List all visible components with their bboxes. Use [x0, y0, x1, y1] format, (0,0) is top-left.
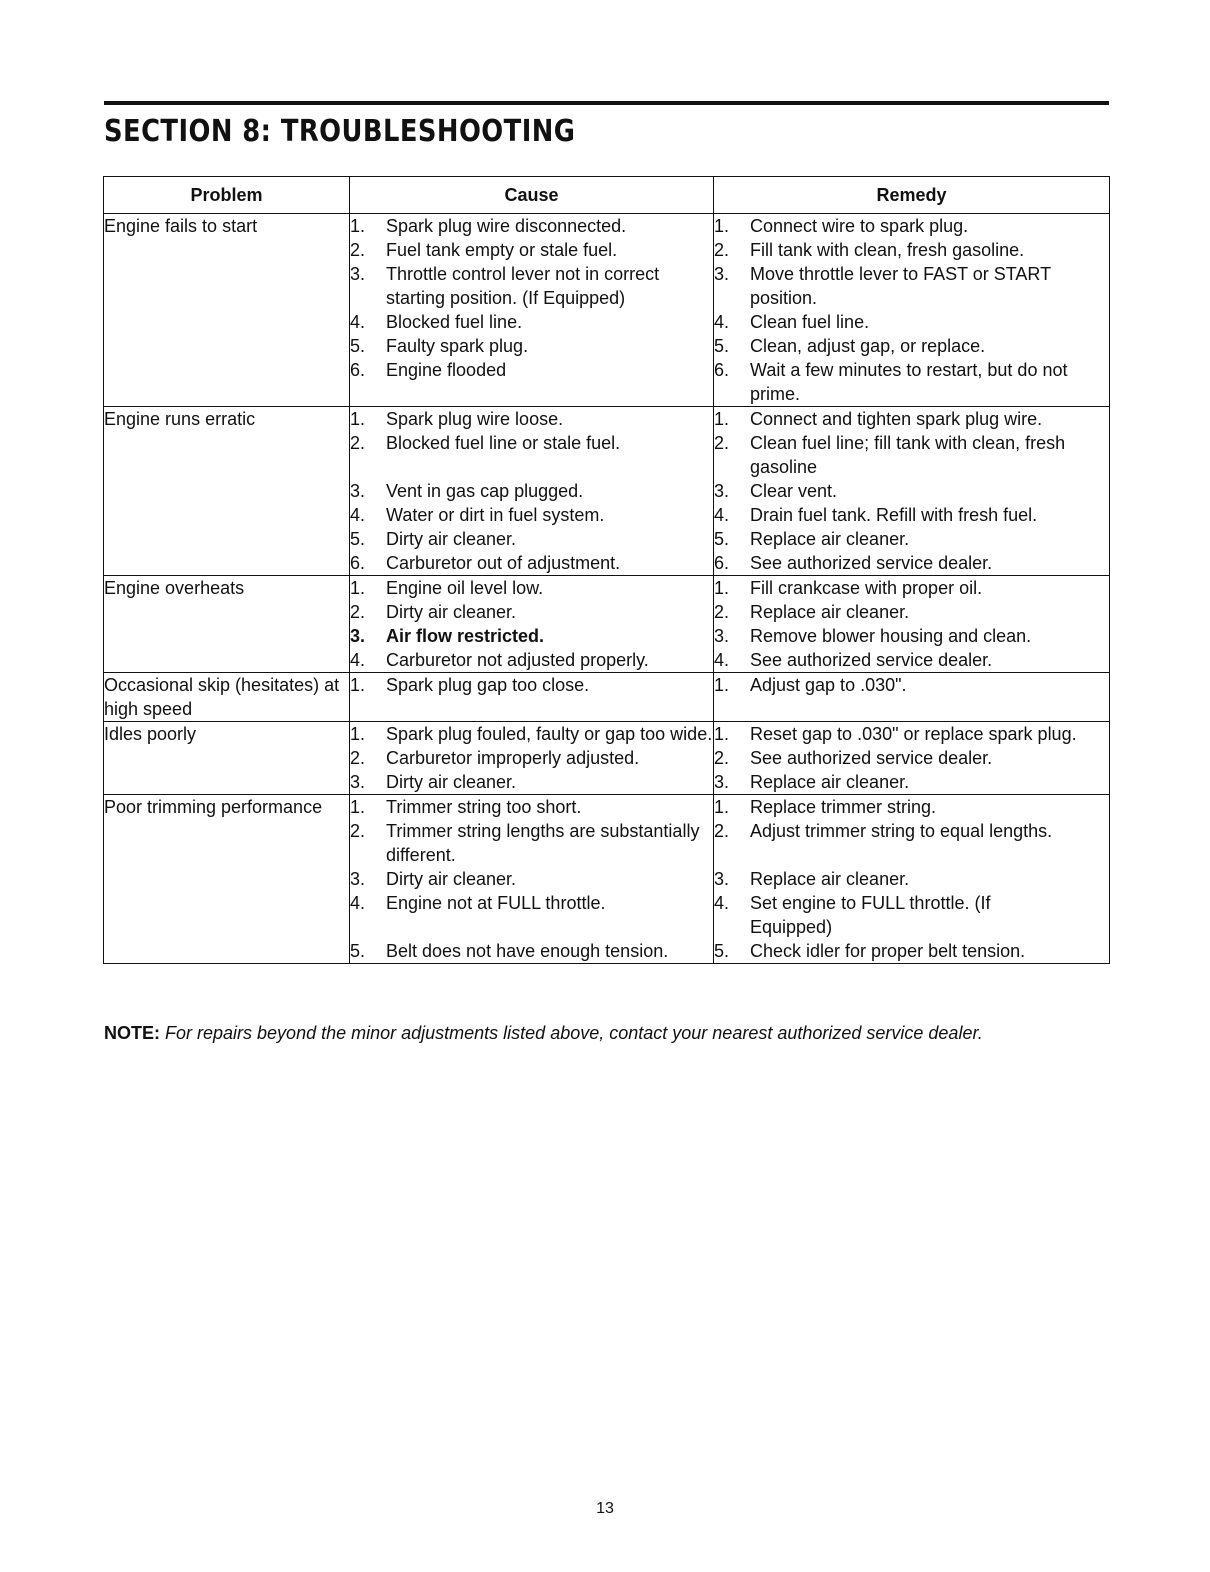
- list-item: 4. Drain fuel tank. Refill with fresh fuel.: [714, 505, 1038, 525]
- list-item: 3. Vent in gas cap plugged.: [350, 481, 584, 501]
- list-item: 1. Spark plug fouled, faulty or gap too wide.: [350, 724, 713, 744]
- table-row: [104, 795, 1110, 964]
- problem-cell: Occasional skip (hesitates) at high speed: [104, 673, 350, 722]
- list-item: 3. Remove blower housing and clean.: [714, 626, 1032, 646]
- list-item: 5. Faulty spark plug.: [350, 336, 529, 356]
- list-item: 2. Fill tank with clean, fresh gasoline.: [714, 240, 1025, 260]
- list-item: 1. Spark plug wire disconnected.: [350, 216, 627, 236]
- list-item: 2. Replace air cleaner.: [714, 602, 910, 622]
- list-item: 3. Throttle control lever not in correct starting position. (If Equipped): [350, 264, 660, 308]
- table-row: [104, 407, 1110, 576]
- table-row: [104, 576, 1110, 673]
- cause-cell: [350, 214, 714, 407]
- list-item: 5. Clean, adjust gap, or replace.: [714, 336, 986, 356]
- troubleshooting-table: [103, 176, 1110, 964]
- list-item: 5. Belt does not have enough tension.: [350, 941, 669, 961]
- remedy-cell: [714, 722, 1110, 795]
- list-item: 1. Connect and tighten spark plug wire.: [714, 409, 1043, 429]
- list-item: 1. Replace trimmer string.: [714, 797, 937, 817]
- list-item: 3. Air flow restricted.: [350, 626, 545, 646]
- remedy-cell: [714, 795, 1110, 964]
- cause-cell: [350, 673, 714, 722]
- page-number: 13: [596, 1500, 614, 1517]
- cause-cell: [350, 795, 714, 964]
- problem-cell: Engine runs erratic: [104, 407, 350, 576]
- list-item: 3. Replace air cleaner.: [714, 869, 910, 889]
- list-item: 4. Blocked fuel line.: [350, 312, 523, 332]
- table-header-row: [104, 177, 1110, 214]
- note: [104, 1021, 983, 1045]
- list-item: 4. Set engine to FULL throttle. (If Equipped): [714, 893, 991, 937]
- list-item: 2. Fuel tank empty or stale fuel.: [350, 240, 618, 260]
- list-item: 4. Carburetor not adjusted properly.: [350, 650, 649, 670]
- list-item: 5. Dirty air cleaner.: [350, 529, 517, 549]
- cause-cell: [350, 407, 714, 576]
- note-text: For repairs beyond the minor adjustments listed above, contact your nearest authorized service dealer.: [165, 1023, 983, 1043]
- list-item: 4. Water or dirt in fuel system.: [350, 505, 605, 525]
- list-item: 1. Fill crankcase with proper oil.: [714, 578, 983, 598]
- list-item: 1. Engine oil level low.: [350, 578, 544, 598]
- section-title: SECTION 8: TROUBLESHOOTING: [104, 114, 576, 149]
- list-item: 2. Trimmer string lengths are substantially different.: [350, 821, 700, 865]
- list-item: 5. Replace air cleaner.: [714, 529, 910, 549]
- list-item: 2. Adjust trimmer string to equal lengths.: [714, 821, 1053, 841]
- header-cause: Cause: [350, 177, 714, 214]
- remedy-cell: [714, 214, 1110, 407]
- list-item: 3. Replace air cleaner.: [714, 772, 910, 792]
- list-item: 1. Connect wire to spark plug.: [714, 216, 969, 236]
- list-item: 1. Spark plug gap too close.: [350, 675, 590, 695]
- list-item: 3. Move throttle lever to FAST or START position.: [714, 264, 1051, 308]
- header-problem: Problem: [104, 177, 350, 214]
- list-item: 2. Blocked fuel line or stale fuel.: [350, 433, 621, 453]
- list-item: 2. See authorized service dealer.: [714, 748, 993, 768]
- cause-cell: [350, 722, 714, 795]
- problem-cell: Engine fails to start: [104, 214, 350, 407]
- remedy-cell: [714, 407, 1110, 576]
- list-item: 6. Wait a few minutes to restart, but do not prime.: [714, 360, 1068, 404]
- top-rule: [104, 101, 1109, 105]
- table-row: [104, 214, 1110, 407]
- list-item: 2. Clean fuel line; fill tank with clean, fresh gasoline: [714, 433, 1066, 477]
- list-item: 6. Engine flooded: [350, 360, 507, 380]
- list-item: 5. Check idler for proper belt tension.: [714, 941, 1026, 961]
- problem-cell: Poor trimming performance: [104, 795, 350, 964]
- list-item: 6. See authorized service dealer.: [714, 553, 993, 573]
- list-item: 2. Dirty air cleaner.: [350, 602, 517, 622]
- cause-cell: [350, 576, 714, 673]
- remedy-cell: [714, 673, 1110, 722]
- list-item: 4. Engine not at FULL throttle.: [350, 893, 606, 913]
- list-item: 2. Carburetor improperly adjusted.: [350, 748, 640, 768]
- table-row: [104, 722, 1110, 795]
- list-item: 3. Clear vent.: [714, 481, 838, 501]
- note-label: NOTE:: [104, 1023, 160, 1043]
- table-row: [104, 673, 1110, 722]
- list-item: 4. See authorized service dealer.: [714, 650, 993, 670]
- list-item: 4. Clean fuel line.: [714, 312, 870, 332]
- list-item: 1. Reset gap to .030" or replace spark plug.: [714, 724, 1077, 744]
- list-item: 1. Adjust gap to .030".: [714, 675, 907, 695]
- list-item: 6. Carburetor out of adjustment.: [350, 553, 621, 573]
- list-item: 1. Trimmer string too short.: [350, 797, 582, 817]
- list-item: 1. Spark plug wire loose.: [350, 409, 564, 429]
- list-item: 3. Dirty air cleaner.: [350, 869, 517, 889]
- problem-cell: Idles poorly: [104, 722, 350, 795]
- problem-cell: Engine overheats: [104, 576, 350, 673]
- header-remedy: Remedy: [714, 177, 1110, 214]
- remedy-cell: [714, 576, 1110, 673]
- list-item: 3. Dirty air cleaner.: [350, 772, 517, 792]
